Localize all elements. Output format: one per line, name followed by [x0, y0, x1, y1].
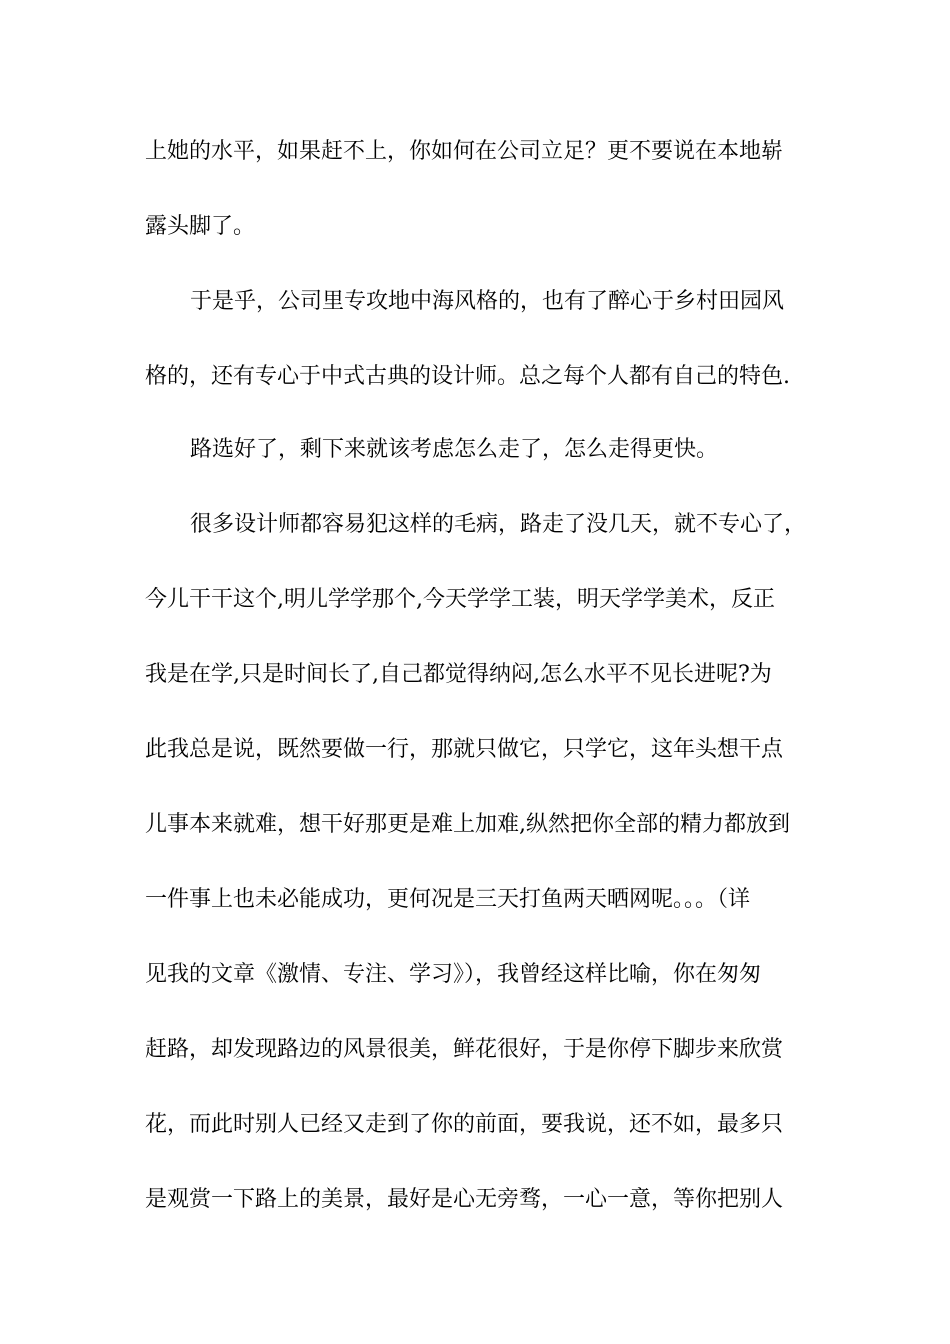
text-line: 花，而此时别人已经又走到了你的前面，要我说，还不如，最多只 — [145, 1112, 784, 1137]
text-line: 赶路，却发现路边的风景很美，鲜花很好，于是你停下脚步来欣赏 — [145, 1037, 784, 1062]
paragraph-start-line: 路选好了，剩下来就该考虑怎么走了，怎么走得更快。 — [190, 437, 719, 462]
text-line: 是观赏一下路上的美景，最好是心无旁骛，一心一意，等你把别人 — [145, 1187, 784, 1212]
paragraph-start-line: 很多设计师都容易犯这样的毛病，路走了没几天，就不专心了， — [190, 512, 807, 537]
paragraph-start-line: 于是乎，公司里专攻地中海风格的，也有了醉心于乡村田园风 — [190, 289, 785, 314]
text-line: 我是在学,只是时间长了,自己都觉得纳闷,怎么水平不见长进呢?为 — [145, 662, 772, 687]
text-line: 儿事本来就难，想干好那更是难上加难,纵然把你全部的精力都放到 — [145, 812, 790, 837]
text-line: 上她的水平，如果赶不上，你如何在公司立足？更不要说在本地崭 — [145, 139, 784, 164]
text-line: 露头脚了。 — [145, 214, 256, 239]
text-line: 一件事上也未必能成功，更何况是三天打鱼两天晒网呢。。。（详 — [145, 887, 751, 912]
text-line: 见我的文章《激情、专注、学习》），我曾经这样比喻，你在匆匆 — [145, 962, 762, 987]
text-line: 此我总是说，既然要做一行，那就只做它，只学它，这年头想干点 — [145, 737, 784, 762]
text-line: 格的，还有专心于中式古典的设计师。总之每个人都有自己的特色. — [145, 364, 790, 389]
text-line: 今儿干干这个,明儿学学那个,今天学学工装，明天学学美术，反正 — [145, 587, 775, 612]
